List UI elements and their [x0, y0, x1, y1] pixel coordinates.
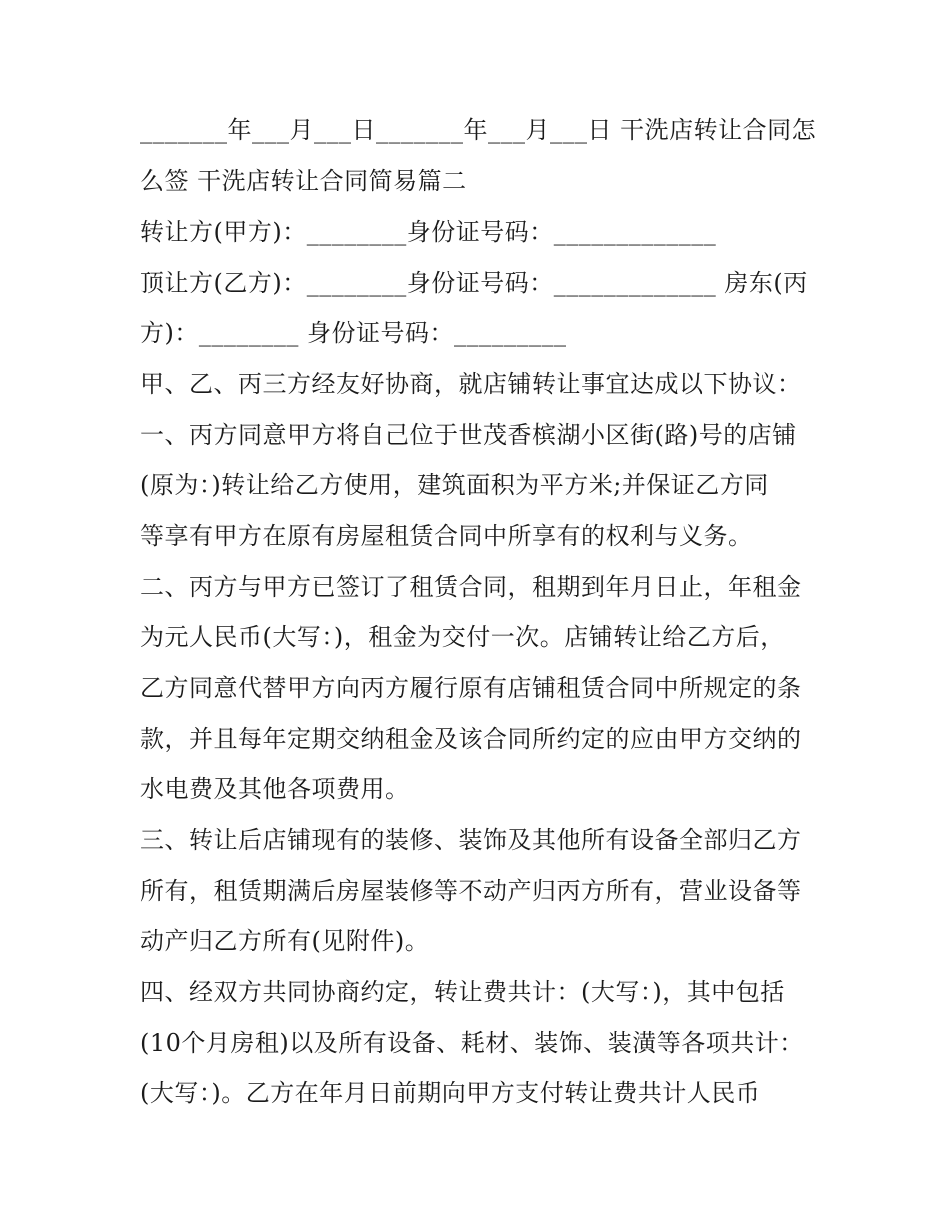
text-line-16: 所有，租赁期满后房屋装修等不动产归丙方所有，营业设备等: [140, 877, 802, 905]
text-line-1: _______年___月___日_______年___月___日 干洗店转让合同怎: [140, 116, 817, 144]
text-line-7: 一、丙方同意甲方将自己位于世茂香槟湖小区街(路)号的店铺: [140, 421, 797, 449]
text-line-12: 乙方同意代替甲方向丙方履行原有店铺租赁合同中所规定的条: [140, 674, 802, 702]
text-line-2: 么签 干洗店转让合同简易篇二: [140, 167, 467, 195]
text-line-18: 四、经双方共同协商约定，转让费共计：(大写：)，其中包括: [140, 978, 785, 1006]
text-line-14: 水电费及其他各项费用。: [140, 775, 410, 803]
text-line-9: 等享有甲方在原有房屋租赁合同中所享有的权利与义务。: [140, 522, 753, 550]
text-line-4: 顶让方(乙方)：________身份证号码：_____________ 房东(丙: [140, 269, 808, 297]
text-line-10: 二、丙方与甲方已签订了租赁合同，租期到年月日止，年租金: [140, 573, 802, 601]
text-line-5: 方)：________ 身份证号码：_________: [140, 319, 567, 347]
text-line-17: 动产归乙方所有(见附件)。: [140, 927, 430, 955]
text-line-6: 甲、乙、丙三方经友好协商，就店铺转让事宜达成以下协议：: [140, 370, 802, 398]
text-line-15: 三、转让后店铺现有的装修、装饰及其他所有设备全部归乙方: [140, 826, 802, 854]
text-line-20: (大写：)。乙方在年月日前期向甲方支付转让费共计人民币: [140, 1079, 761, 1107]
text-line-11: 为元人民币(大写：)，租金为交付一次。店铺转让给乙方后，: [140, 623, 785, 651]
text-line-19: (10个月房租)以及所有设备、耗材、装饰、装潢等各项共计：: [140, 1029, 804, 1057]
text-line-8: (原为：)转让给乙方使用，建筑面积为平方米;并保证乙方同: [140, 471, 769, 499]
text-line-3: 转让方(甲方)：________身份证号码：_____________: [140, 218, 717, 246]
text-line-13: 款，并且每年定期交纳租金及该合同所约定的应由甲方交纳的: [140, 725, 802, 753]
